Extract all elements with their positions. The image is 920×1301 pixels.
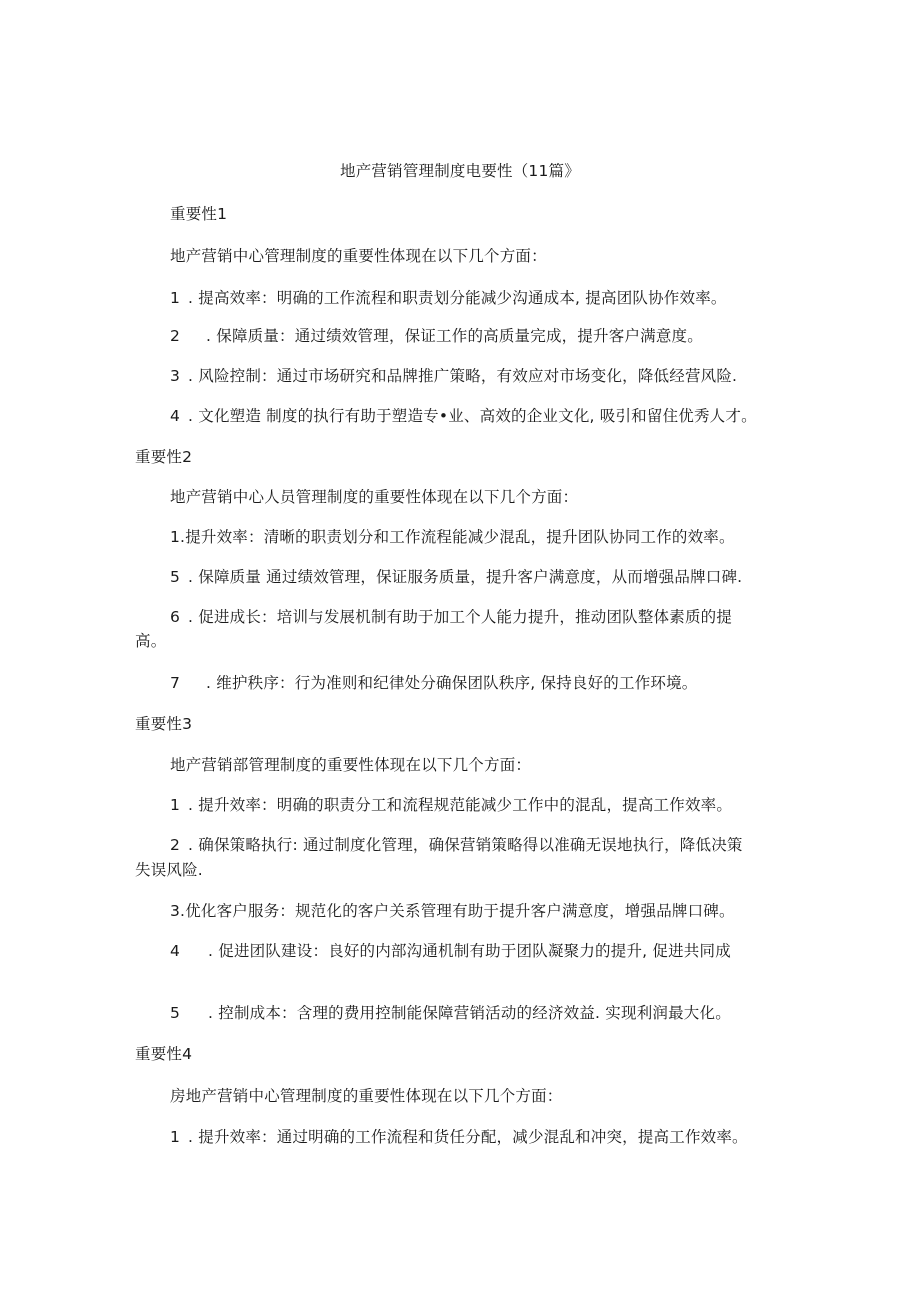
item-number: 1 — [170, 796, 181, 814]
item-number: 3 — [170, 367, 181, 385]
list-item — [170, 527, 735, 547]
item-number: 1 — [170, 289, 181, 307]
item-text: . 文化塑造 制度的执行有助于塑造专•业、高效的企业文化, 吸引和留住优秀人才。 — [188, 407, 757, 425]
list-item — [170, 567, 742, 587]
section-intro: 地产营销中心管理制度的重要性体现在以下几个方面： — [170, 247, 547, 265]
section-intro: 地产营销部管理制度的重要性体现在以下几个方面： — [170, 756, 532, 774]
item-number: 4 — [170, 942, 181, 960]
item-text: . 保障质量：通过绩效管理，保证工作的高质量完成，提升客户满意度。 — [206, 327, 703, 345]
list-item — [170, 406, 757, 426]
item-text: . 促进团队建设：良好的内部沟通机制有助于团队凝聚力的提升, 促进共同成 — [208, 942, 731, 960]
list-item — [170, 835, 743, 855]
item-text: . 提升效率：明确的职责分工和流程规范能减少工作中的混乱，提高工作效率。 — [188, 796, 733, 814]
section-heading: 重要性3 — [135, 715, 193, 733]
section-intro: 地产营销中心人员管理制度的重要性体现在以下几个方面： — [170, 488, 579, 506]
section-intro: 房地产营销中心管理制度的重要性体现在以下几个方面： — [170, 1087, 563, 1105]
list-item — [170, 326, 703, 346]
item-number: 1 — [170, 1128, 181, 1146]
section-heading: 重要性2 — [135, 448, 193, 466]
item-text: . 维护秩序：行为准则和纪律处分确保团队秩序, 保持良好的工作环境。 — [206, 674, 698, 692]
item-text: . 控制成本：含理的费用控制能保障营销活动的经济效益. 实现利润最大化。 — [208, 1004, 731, 1022]
list-item — [170, 901, 735, 921]
section-heading: 重要性4 — [135, 1045, 193, 1063]
list-item — [170, 1003, 731, 1023]
item-continuation: 失误风险. — [135, 861, 203, 879]
item-number: 5 — [170, 1004, 181, 1022]
item-number: 6 — [170, 608, 181, 626]
item-number: 1. — [170, 528, 186, 546]
item-text: . 风险控制：通过市场研究和品牌推广策略，有效应对市场变化，降低经营风险. — [188, 367, 738, 385]
item-text: 优化客户服务：规范化的客户关系管理有助于提升客户满意度，增强品牌口碑。 — [185, 902, 735, 920]
list-item — [170, 1127, 748, 1147]
item-number: 2 — [170, 836, 181, 854]
item-text: . 促进成长：培训与发展机制有助于加工个人能力提升，推动团队整体素质的提 — [188, 608, 733, 626]
item-number: 2 — [170, 327, 181, 345]
list-item — [170, 941, 731, 961]
list-item — [170, 607, 732, 627]
item-number: 5 — [170, 568, 181, 586]
document-title: 地产营销管理制度电要性（11篇》 — [340, 162, 580, 180]
item-text: . 提升效率：通过明确的工作流程和货任分配，减少混乱和冲突，提高工作效率。 — [188, 1128, 748, 1146]
section-heading: 重要性1 — [170, 205, 228, 223]
item-continuation: 高。 — [135, 632, 167, 650]
item-text: . 保障质量 通过绩效管理，保证服务质量，提升客户满意度，从而增强品牌口碑. — [188, 568, 743, 586]
item-text: . 确保策略执行: 通过制度化管理，确保营销策略得以准确无误地执行，降低决策 — [188, 836, 743, 854]
list-item — [170, 366, 737, 386]
item-number: 7 — [170, 674, 181, 692]
item-number: 4 — [170, 407, 181, 425]
list-item — [170, 795, 732, 815]
list-item — [170, 673, 698, 693]
list-item — [170, 288, 727, 308]
item-text: . 提高效率：明确的工作流程和职责划分能减少沟通成本, 提高团队协作效率。 — [188, 289, 727, 307]
item-number: 3. — [170, 902, 186, 920]
item-text: 提升效率：清晰的职责划分和工作流程能减少混乱，提升团队协同工作的效率。 — [185, 528, 735, 546]
